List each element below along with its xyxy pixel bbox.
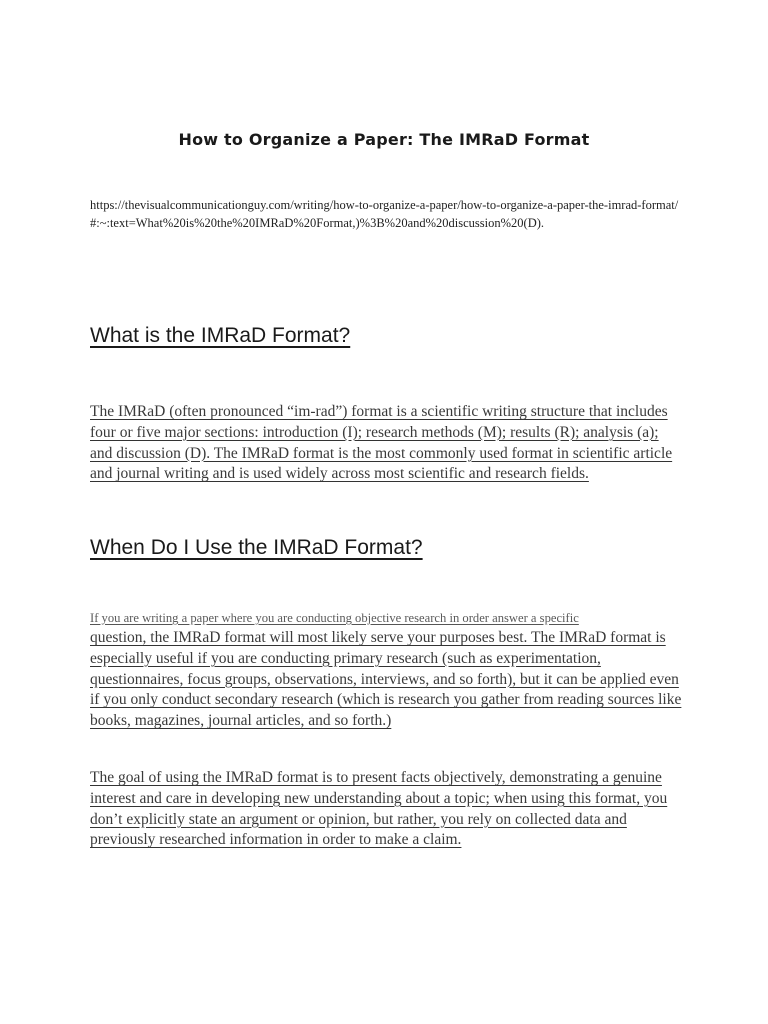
paragraph-goal: The goal of using the IMRaD format is to present facts objectively, demonstrating a genuine interest and care in developing new understanding about a topic; when using this format, you don’t explicitly state an argument or opinion, but rather, you rely on collected data and previously researched information in order to make a claim. [90,769,668,849]
paragraph-when: question, the IMRaD format will most likely serve your purposes best. The IMRaD format is especially useful if you are conducting primary research (such as experimentation, questionnaires, focus groups, observations, interviews, and so forth), but it can be applied even if you only conduct secondary research (which is research you gather from reading sources like books, magazines, journal articles, and so forth.) [90,629,682,730]
section-heading-what: What is the IMRaD Format? [90,324,351,347]
section-heading-when: When Do I Use the IMRaD Format? [90,536,423,559]
source-url: https://thevisualcommunicationguy.com/writing/how-to-organize-a-paper/how-to-organize-a-paper-the-imrad-format/#:~:text=What%20is%20the%20IMRaD%20Format,)%3B%20and%20discussion%20(D). [90,198,679,230]
paragraph-when-lead-line: If you are writing a paper where you are conducting objective research in order answer a specific [90,611,579,625]
document-title: How to Organize a Paper: The IMRaD Format [178,130,590,149]
paragraph-what: The IMRaD (often pronounced “im-rad”) format is a scientific writing structure that includes four or five major sections: introduction (I); research methods (M); results (R); analysis (a); and discussion (D). The IMRaD format is the most commonly used format in scientific article and journal writing and is used widely across most scientific and research fields. [90,403,673,483]
